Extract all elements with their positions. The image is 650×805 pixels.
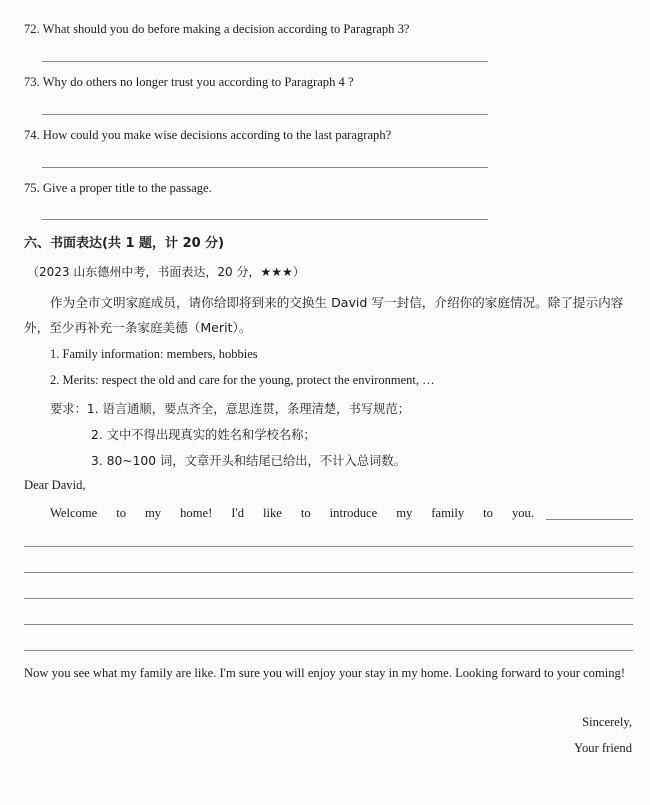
question-74: 74. How could you make wise decisions according to the last paragraph? bbox=[24, 128, 392, 142]
letter-opening: Welcome to my home! I'd like to introduce my family to you. bbox=[50, 506, 534, 520]
answer-line-74[interactable] bbox=[42, 167, 488, 168]
writing-line[interactable] bbox=[24, 598, 633, 599]
question-73: 73. Why do others no longer trust you according to Paragraph 4 ? bbox=[24, 75, 354, 89]
tip-merits: 2. Merits: respect the old and care for the young, protect the environment, … bbox=[50, 373, 435, 387]
requirement-1: 要求：1. 语言通顺，要点齐全，意思连贯，条理清楚，书写规范； bbox=[50, 402, 410, 416]
source-note: （2023 山东德州中考，书面表达，20 分，★★★） bbox=[27, 265, 305, 279]
requirement-2: 2. 文中不得出现真实的姓名和学校名称； bbox=[91, 428, 316, 442]
tip-family-information: 1. Family information: members, hobbies bbox=[50, 347, 258, 361]
section-title: 六、书面表达(共 1 题，计 20 分) bbox=[24, 236, 225, 251]
writing-line[interactable] bbox=[24, 546, 633, 547]
answer-line-73[interactable] bbox=[42, 114, 488, 115]
letter-sign-off: Sincerely, bbox=[582, 715, 632, 729]
opening-blank-line[interactable] bbox=[546, 519, 633, 520]
answer-line-75[interactable] bbox=[42, 219, 488, 220]
writing-prompt: 作为全市文明家庭成员，请你给即将到来的交换生 David 写一封信，介绍你的家庭情况。除了提示内容外，至少再补充一条家庭美德（Merit）。 bbox=[24, 295, 624, 335]
writing-line[interactable] bbox=[24, 624, 633, 625]
question-75: 75. Give a proper title to the passage. bbox=[24, 181, 212, 195]
letter-signature: Your friend bbox=[574, 741, 632, 755]
writing-line[interactable] bbox=[24, 572, 633, 573]
requirement-3: 3. 80~100 词，文章开头和结尾已给出，不计入总词数。 bbox=[91, 454, 406, 468]
question-72: 72. What should you do before making a decision according to Paragraph 3? bbox=[24, 22, 410, 36]
writing-line[interactable] bbox=[24, 650, 633, 651]
answer-line-72[interactable] bbox=[42, 61, 488, 62]
letter-closing: Now you see what my family are like. I'm sure you will enjoy your stay in my home. Looking forward to your coming! bbox=[24, 666, 626, 680]
letter-salutation: Dear David, bbox=[24, 478, 86, 492]
